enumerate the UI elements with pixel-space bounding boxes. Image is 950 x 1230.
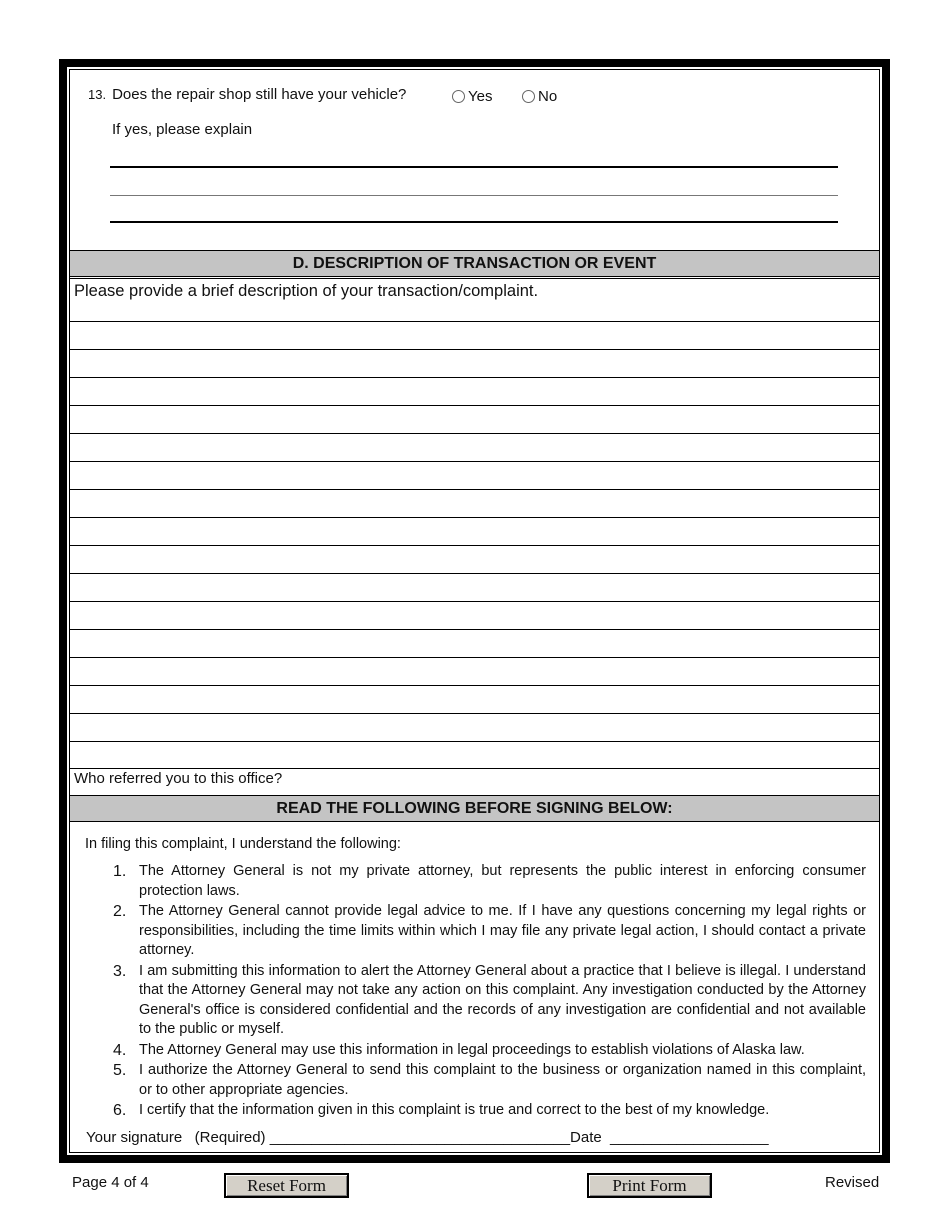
page-number: Page 4 of 4: [72, 1174, 149, 1191]
description-rule-line: [70, 461, 879, 462]
question-text: Does the repair shop still have your vehicle?: [112, 86, 407, 103]
reset-form-button[interactable]: Reset Form: [224, 1173, 349, 1198]
description-rule-line: [70, 768, 879, 769]
question-number: 13.: [88, 87, 107, 102]
list-item: 5. I authorize the Attorney General to send this complaint to the business or organization named in this complaint, or to other appropriate agencies.: [113, 1062, 866, 1098]
understand-intro: In filing this complaint, I understand the following:: [85, 836, 401, 852]
description-rule-line: [70, 349, 879, 350]
description-rule-line: [70, 573, 879, 574]
description-rule-line: [70, 278, 879, 279]
radio-circle-icon[interactable]: [452, 90, 465, 103]
explain-line-3[interactable]: [110, 221, 838, 223]
description-rule-line: [70, 685, 879, 686]
yes-label: Yes: [468, 88, 493, 105]
description-rule-line: [70, 405, 879, 406]
description-rule-line: [70, 377, 879, 378]
description-rule-line: [70, 517, 879, 518]
revised-label: Revised: [825, 1174, 880, 1191]
no-label: No: [538, 88, 558, 105]
description-rule-line: [70, 321, 879, 322]
print-form-button[interactable]: Print Form: [587, 1173, 712, 1198]
radio-circle-icon[interactable]: [522, 90, 535, 103]
read-section-title: READ THE FOLLOWING BEFORE SIGNING BELOW:: [276, 799, 673, 817]
explain-line-1[interactable]: [110, 166, 838, 168]
list-item: 4. The Attorney General may use this information in legal proceedings to establish violations of Alaska law.: [113, 1041, 805, 1059]
list-item: 2. The Attorney General cannot provide legal advice to me. If I have any questions concerning my legal rights or responsibilities, including the time limits within which I may file any private legal action, I should contact a private attorney.: [113, 903, 866, 958]
description-rule-line: [70, 601, 879, 602]
description-rule-line: [70, 433, 879, 434]
description-rule-line: [70, 545, 879, 546]
list-item: 6. I certify that the information given in this complaint is true and correct to the best of my knowledge.: [113, 1102, 770, 1119]
description-prompt: Please provide a brief description of your transaction/complaint.: [74, 282, 539, 300]
section-d-title: D. DESCRIPTION OF TRANSACTION OR EVENT: [292, 254, 657, 272]
referred-label: Who referred you to this office?: [74, 770, 283, 787]
no-radio[interactable]: [522, 88, 557, 105]
description-rule-line: [70, 657, 879, 658]
signature-line[interactable]: Your signature (Required) ____________________________________Date ___________________: [86, 1129, 769, 1146]
description-rule-line: [70, 629, 879, 630]
terms-list: [110, 862, 866, 1122]
description-rule-line: [70, 489, 879, 490]
question-13: [88, 86, 406, 103]
explain-line-2[interactable]: [110, 195, 838, 196]
description-rule-line: [70, 741, 879, 742]
description-rule-line: [70, 713, 879, 714]
yes-radio[interactable]: [452, 88, 492, 105]
list-item: 1. The Attorney General is not my private attorney, but represents the public interest in enforcing consumer protection laws.: [113, 863, 866, 899]
list-item: 3. I am submitting this information to alert the Attorney General about a practice that I believe is illegal. I understand that the Attorney General may not take any action on this complaint. Any investigation conducted by the Attorney General's office is considered confidential and the records of any investigation are confidential and not available to the public or myself.: [113, 962, 866, 1037]
explain-label: If yes, please explain: [112, 121, 253, 138]
read-section-header: [70, 795, 879, 822]
section-d-header: [70, 250, 879, 277]
